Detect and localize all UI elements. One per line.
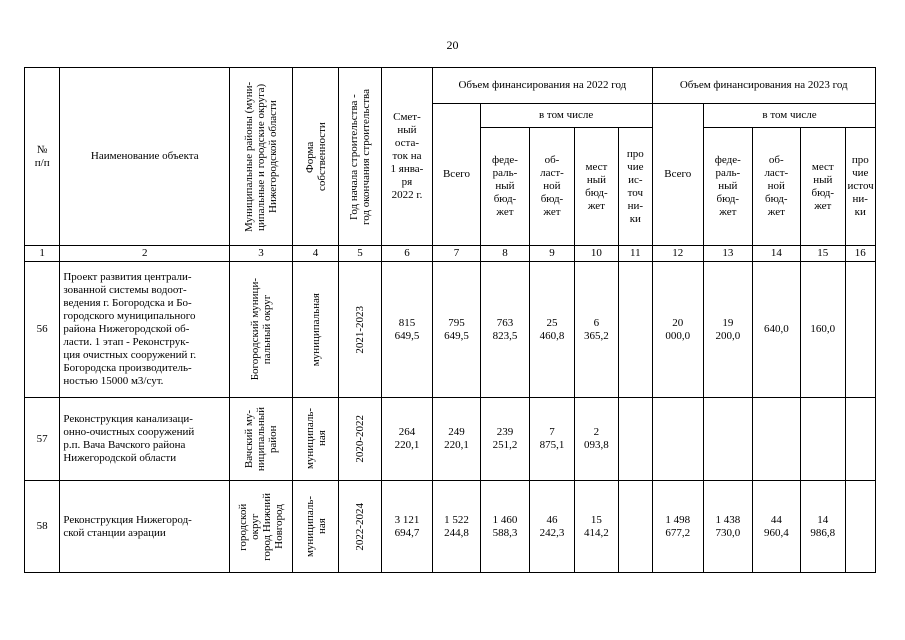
column-number: 4 xyxy=(292,246,338,262)
row-no: 57 xyxy=(25,398,60,481)
row-other-2022 xyxy=(619,398,652,481)
column-number: 2 xyxy=(60,246,230,262)
row-ownership: муниципаль- ная xyxy=(292,481,338,573)
header-other-2023: про чие источ ни- ки xyxy=(845,128,875,246)
row-ownership: муниципаль- ная xyxy=(292,398,338,481)
row-years: 2021-2023 xyxy=(339,262,381,398)
row-regional-2023 xyxy=(752,398,801,481)
header-estimated: Смет- ный оста- ток на 1 янва- ря 2022 г. xyxy=(381,68,433,246)
column-number: 1 xyxy=(25,246,60,262)
row-estimated: 264 220,1 xyxy=(381,398,433,481)
header-fin2022: Объем финансирования на 2022 год xyxy=(433,68,652,104)
row-name: Реконструкция Нижегород- ской станции аэрации xyxy=(60,481,230,573)
row-other-2023 xyxy=(845,481,875,573)
row-other-2022 xyxy=(619,481,652,573)
row-regional-2023: 44 960,4 xyxy=(752,481,801,573)
header-federal-2022: феде- раль- ный бюд- жет xyxy=(480,128,530,246)
row-local-2023 xyxy=(801,398,845,481)
row-local-2023: 14 986,8 xyxy=(801,481,845,573)
header-regional-2022: об- ласт- ной бюд- жет xyxy=(530,128,574,246)
header-name: Наименование объекта xyxy=(60,68,230,246)
header-local-2022: мест ный бюд- жет xyxy=(574,128,618,246)
table-row xyxy=(25,481,876,573)
row-federal-2022: 239 251,2 xyxy=(480,398,530,481)
column-number: 15 xyxy=(801,246,845,262)
row-total-2023: 20 000,0 xyxy=(652,262,704,398)
row-regional-2022: 46 242,3 xyxy=(530,481,574,573)
row-district: Вачский му- ниципальный район xyxy=(230,398,293,481)
column-number: 12 xyxy=(652,246,704,262)
column-number: 11 xyxy=(619,246,652,262)
column-number: 10 xyxy=(574,246,618,262)
header-years: Год начала строительства - год окончания строительства xyxy=(339,68,381,246)
column-number: 9 xyxy=(530,246,574,262)
column-number: 14 xyxy=(752,246,801,262)
row-total-2023: 1 498 677,2 xyxy=(652,481,704,573)
column-number: 7 xyxy=(433,246,480,262)
header-regional-2023: об- ласт- ной бюд- жет xyxy=(752,128,801,246)
row-district: городской округ город Нижний Новгород xyxy=(230,481,293,573)
financing-table xyxy=(24,67,876,573)
row-years: 2020-2022 xyxy=(339,398,381,481)
header-total-2022: Всего xyxy=(433,104,480,246)
row-total-2022: 249 220,1 xyxy=(433,398,480,481)
header-no: № п/п xyxy=(25,68,60,246)
row-years: 2022-2024 xyxy=(339,481,381,573)
header-including-2022: в том числе xyxy=(480,104,652,128)
row-federal-2022: 763 823,5 xyxy=(480,262,530,398)
row-ownership: муниципальная xyxy=(292,262,338,398)
row-local-2022: 15 414,2 xyxy=(574,481,618,573)
header-ownership: Форма собственности xyxy=(292,68,338,246)
row-name: Реконструкция канализаци- онно-очистных сооружений р.п. Вача Вачского района Нижегородской области xyxy=(60,398,230,481)
row-estimated: 3 121 694,7 xyxy=(381,481,433,573)
row-no: 56 xyxy=(25,262,60,398)
row-federal-2023: 1 438 730,0 xyxy=(704,481,753,573)
row-regional-2023: 640,0 xyxy=(752,262,801,398)
header-other-2022: про чие ис- точ ни- ки xyxy=(619,128,652,246)
row-other-2023 xyxy=(845,398,875,481)
row-district: Богородский муници- пальный округ xyxy=(230,262,293,398)
row-total-2022: 1 522 244,8 xyxy=(433,481,480,573)
row-other-2023 xyxy=(845,262,875,398)
column-number: 6 xyxy=(381,246,433,262)
row-estimated: 815 649,5 xyxy=(381,262,433,398)
header-including-2023: в том числе xyxy=(704,104,876,128)
column-number: 8 xyxy=(480,246,530,262)
table-row xyxy=(25,262,876,398)
row-regional-2022: 7 875,1 xyxy=(530,398,574,481)
header-federal-2023: феде- раль- ный бюд- жет xyxy=(704,128,753,246)
row-total-2023 xyxy=(652,398,704,481)
column-number: 5 xyxy=(339,246,381,262)
header-local-2023: мест ный бюд- жет xyxy=(801,128,845,246)
row-local-2022: 2 093,8 xyxy=(574,398,618,481)
row-local-2023: 160,0 xyxy=(801,262,845,398)
row-federal-2023: 19 200,0 xyxy=(704,262,753,398)
row-other-2022 xyxy=(619,262,652,398)
header-fin2023: Объем финансирования на 2023 год xyxy=(652,68,875,104)
row-federal-2022: 1 460 588,3 xyxy=(480,481,530,573)
column-number: 16 xyxy=(845,246,875,262)
header-district: Муниципальные районы (муни- ципальные и городские округа) Нижегородской области xyxy=(230,68,293,246)
page-number: 20 xyxy=(446,38,459,52)
row-regional-2022: 25 460,8 xyxy=(530,262,574,398)
column-number: 3 xyxy=(230,246,293,262)
header-total-2023: Всего xyxy=(652,104,704,246)
row-total-2022: 795 649,5 xyxy=(433,262,480,398)
row-local-2022: 6 365,2 xyxy=(574,262,618,398)
row-federal-2023 xyxy=(704,398,753,481)
table-row xyxy=(25,398,876,481)
column-numbers-row xyxy=(25,246,876,262)
row-name: Проект развития централи- зованной системы водоот- ведения г. Богородска и Бо- городского муниципального района Нижегородской об- ласти. 1 этап - Реконструк- ция очистных сооружений г. Богородска производитель- ностью 15000 м3/сут. xyxy=(60,262,230,398)
column-number: 13 xyxy=(704,246,753,262)
row-no: 58 xyxy=(25,481,60,573)
